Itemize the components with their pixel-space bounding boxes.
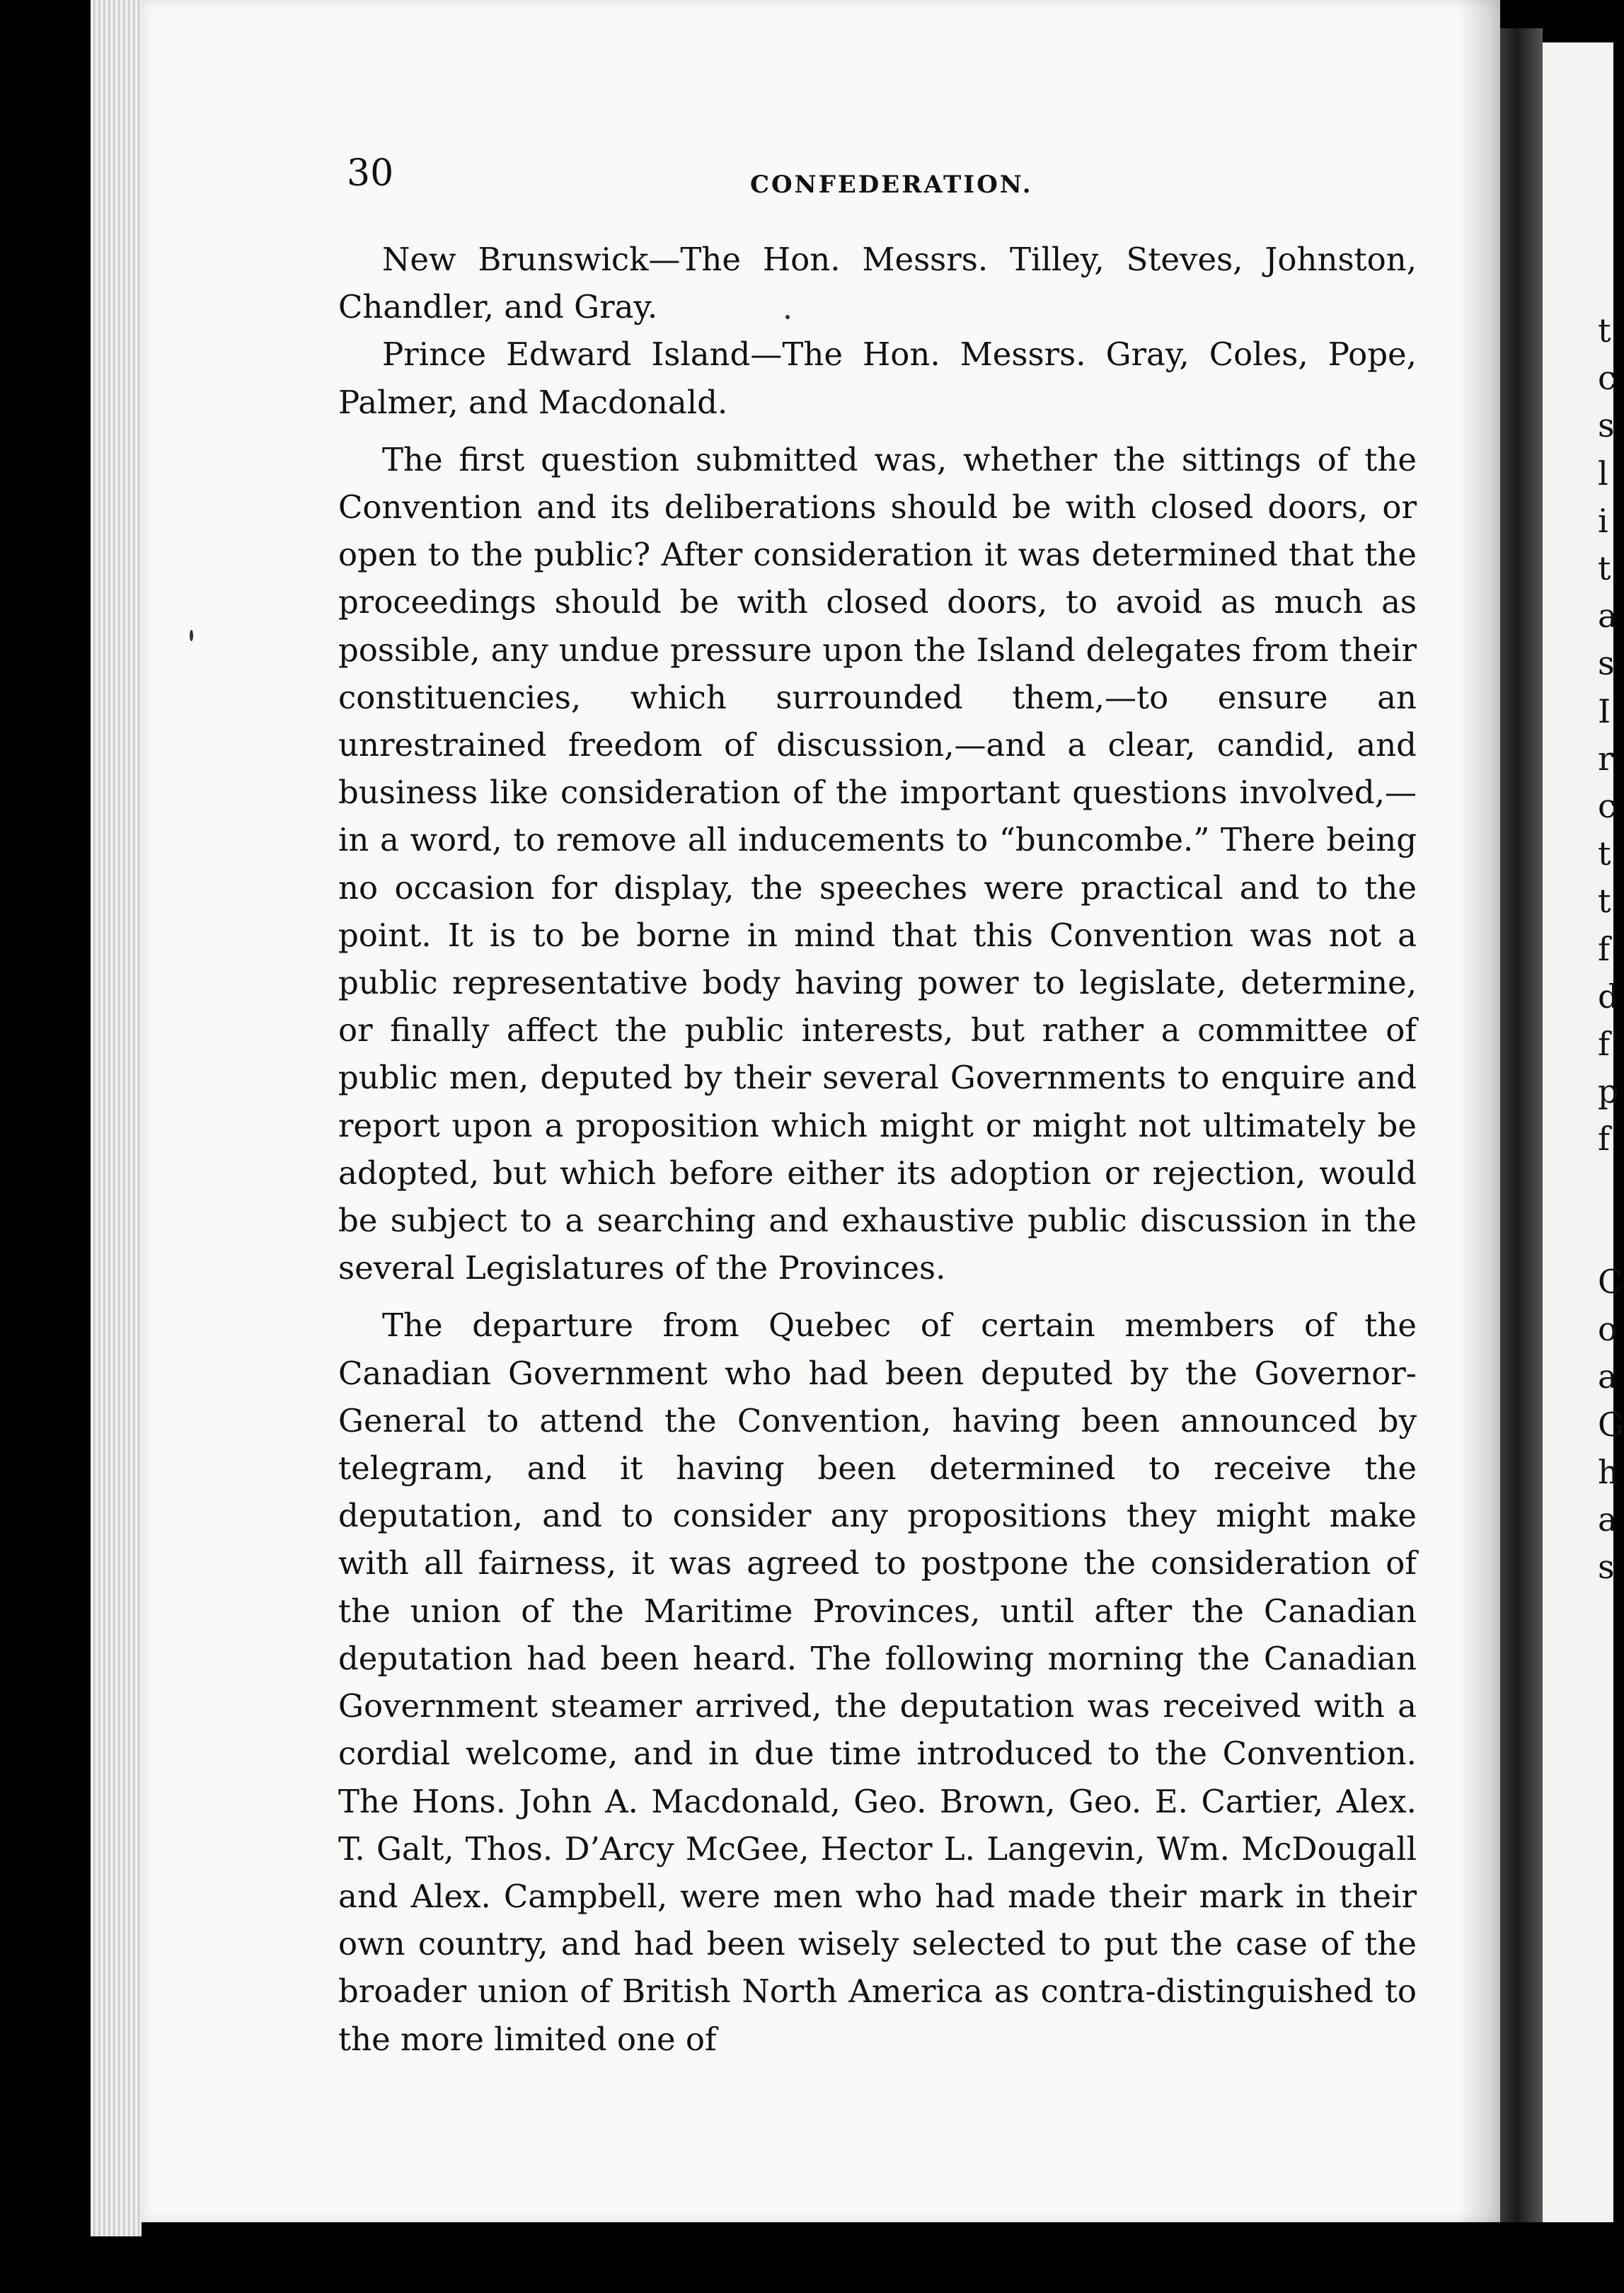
scan-speck <box>190 630 193 641</box>
facing-page-letter: s <box>1598 406 1615 445</box>
facing-page-letter: i <box>1598 501 1608 540</box>
facing-page-letter: c <box>1598 359 1616 398</box>
facing-page-letter: o <box>1598 1310 1618 1349</box>
paragraph-first-question: The first question submitted was, whether the sittings of the Convention and its deliberations should be with closed doors, or open to the public? After consideration it was determined that the proceedings should be with closed doors, to avoid as much as possible, any undue pressure upon the Island delegates from their constituencies, which surrounded them,—to ensure an unrestrained freedom of discussion,—and a clear, candid, and business like consideration of the important questions involved,—in a word, to remove all inducements to “buncombe.” There being no occasion for display, the speeches were practical and to the point. It is to be borne in mind that this Convention was not a public representative body having power to legislate, determine, or finally affect the public interests, but rather a committee of public men, deputed by their several Governments to enquire and report upon a proposition which might or might not ultimately be adopted, but which before either its adoption or rejection, would be subject to a searching and exhaustive public discussion in the several Legislatures of the Provinces. <box>338 440 1417 1287</box>
facing-page-letter: I <box>1598 691 1611 730</box>
facing-page-letter: t <box>1598 311 1611 350</box>
facing-page-letter: f <box>1598 1025 1611 1063</box>
facing-page-letter: p <box>1598 1072 1619 1111</box>
page-curve-shadow <box>1458 0 1500 2222</box>
facing-page-letter: C <box>1598 1263 1623 1301</box>
facing-page-letter: a <box>1598 597 1618 636</box>
page-number: 30 <box>347 152 394 195</box>
facing-page-letter: a <box>1598 1500 1618 1539</box>
facing-page-letter: f <box>1598 929 1611 968</box>
facing-page-letter: s <box>1598 644 1615 683</box>
facing-page-letter: t <box>1598 882 1611 921</box>
page-block-edges <box>91 0 142 2236</box>
facing-page-letter: s <box>1598 1548 1615 1587</box>
paragraph-departure-from-quebec: The departure from Quebec of certain members of the Canadian Government who had been deputed by the Governor-General to attend the Convention, having been announced by telegram, and it having been determined to receive the deputation, and to consider any propositions they might make with all fairness, it was agreed to postpone the consideration of the union of the Maritime Provinces, until after the Canadian deputation had been heard. The following morning the Canadian Government steamer arrived, the deputation was received with a cordial welcome, and in due time introduced to the Convention. The Hons. John A. Macdonald, Geo. Brown, Geo. E. Cartier, Alex. T. Galt, Thos. D’Arcy McGee, Hector L. Langevin, Wm. McDougall and Alex. Campbell, were men who had made their mark in their own country, and had been wisely selected to put the case of the broader union of British North America as contra-distinguished to the more limited one of <box>338 1306 1417 2058</box>
paragraph-new-brunswick: New Brunswick—The Hon. Messrs. Tilley, Steves, Johnston, Chandler, and Gray. <box>338 241 1417 326</box>
facing-page-letter: l <box>1598 454 1608 493</box>
running-head <box>347 152 1422 202</box>
facing-page-letter: r <box>1598 739 1613 778</box>
facing-page-letter: t <box>1598 834 1611 873</box>
body-text <box>338 236 1417 2063</box>
facing-page-letter: f <box>1598 1120 1611 1159</box>
book-gutter <box>1500 28 1543 2222</box>
facing-page-letter: t <box>1598 549 1611 587</box>
scan-speck <box>785 315 790 319</box>
facing-page-letter: G <box>1598 1405 1624 1444</box>
facing-page-letter: c <box>1598 787 1616 825</box>
facing-page-letter: d <box>1598 977 1619 1016</box>
facing-page-text-fragments <box>1598 0 1624 2222</box>
paragraph-prince-edward-island: Prince Edward Island—The Hon. Messrs. Gray, Coles, Pope, Palmer, and Macdonald. <box>338 335 1417 421</box>
facing-page-letter: h <box>1598 1452 1619 1491</box>
facing-page-letter: a <box>1598 1357 1618 1396</box>
running-title: CONFEDERATION. <box>750 171 1033 199</box>
